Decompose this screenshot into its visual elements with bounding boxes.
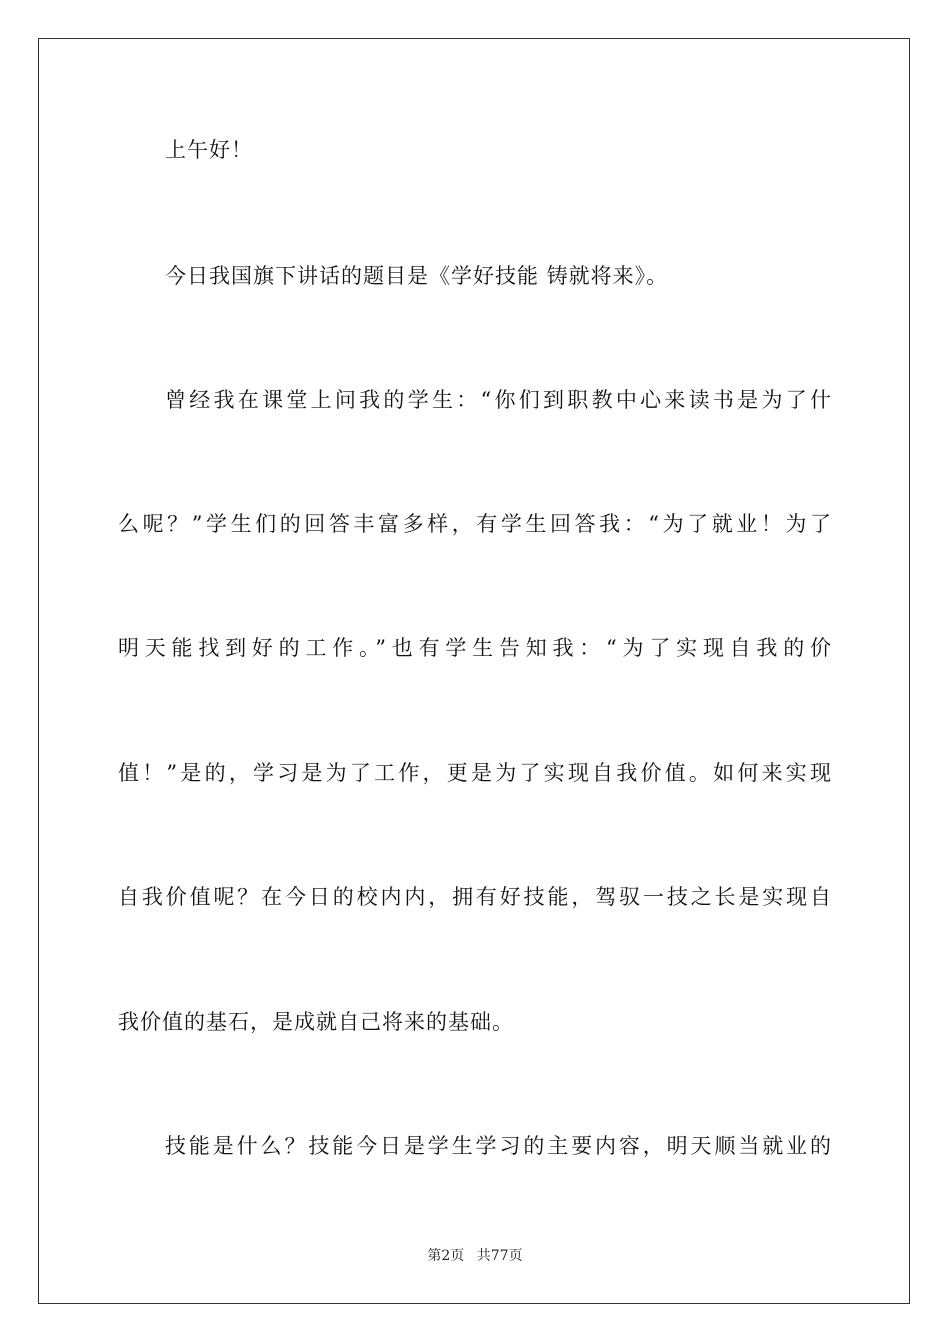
paragraph-line: 明天能找到好的工作。”也有学生告知我：“为了实现自我的价 — [118, 636, 832, 660]
page-border — [38, 38, 910, 1304]
paragraph-line: 技能是什么？技能今日是学生学习的主要内容，明天顺当就业的 — [165, 1134, 832, 1158]
page-number: 第2页 — [427, 1248, 465, 1264]
paragraph-line: 我价值的基石，是成就自己将来的基础。 — [118, 1010, 514, 1034]
total-pages: 共77页 — [476, 1248, 523, 1264]
greeting-line: 上午好！ — [165, 138, 253, 162]
paragraph-line: 自我价值呢？在今日的校内内，拥有好技能，驾驭一技之长是实现自 — [118, 885, 832, 909]
paragraph-line: 曾经我在课堂上问我的学生：“你们到职教中心来读书是为了什 — [165, 388, 832, 412]
page-footer — [0, 1247, 950, 1265]
paragraph-line: 值！”是的，学习是为了工作，更是为了实现自我价值。如何来实现 — [118, 761, 832, 785]
topic-line: 今日我国旗下讲话的题目是《学好技能 铸就将来》。 — [165, 264, 669, 288]
paragraph-line: 么呢？”学生们的回答丰富多样，有学生回答我：“为了就业！为了 — [118, 512, 832, 536]
